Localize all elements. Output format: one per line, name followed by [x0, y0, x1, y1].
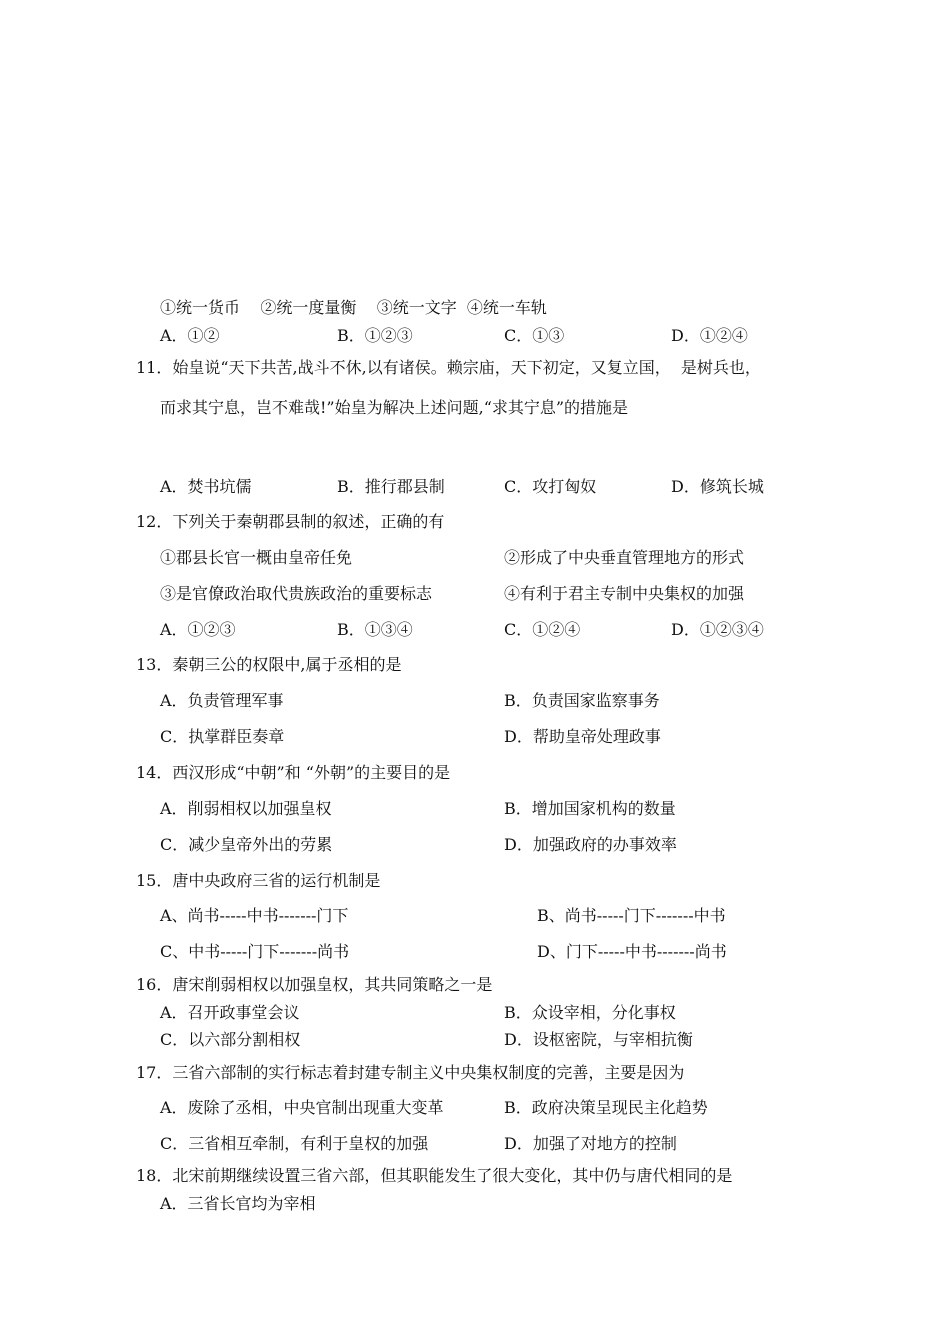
q13-stem: 13．秦朝三公的权限中,属于丞相的是 — [136, 655, 402, 674]
q14-stem: 14．西汉形成“中朝”和 “外朝”的主要目的是 — [136, 763, 451, 782]
q13-option-b: B．负责国家监察事务 — [504, 691, 660, 710]
q17-stem: 17．三省六部制的实行标志着封建专制主义中央集权制度的完善，主要是因为 — [136, 1063, 685, 1082]
q12-stem: 12．下列关于秦朝郡县制的叙述，正确的有 — [136, 512, 445, 531]
q11-stem-line2: 而求其宁息，岂不难哉!”始皇为解决上述问题,“求其宁息”的措施是 — [160, 398, 629, 417]
q15-stem: 15．唐中央政府三省的运行机制是 — [136, 871, 381, 890]
q16-option-b: B．众设宰相，分化事权 — [504, 1003, 676, 1022]
q14-option-d: D．加强政府的办事效率 — [504, 835, 677, 854]
q16-option-a: A．召开政事堂会议 — [160, 1003, 300, 1022]
q17-option-b: B．政府决策呈现民主化趋势 — [504, 1098, 708, 1117]
q15-option-a: A、尚书-----中书-------门下 — [160, 906, 349, 925]
q18-option-a: A．三省长官均为宰相 — [160, 1194, 316, 1213]
q14-option-b: B．增加国家机构的数量 — [504, 799, 676, 818]
q17-option-a: A．废除了丞相，中央官制出现重大变革 — [160, 1098, 444, 1117]
q16-option-d: D．设枢密院，与宰相抗衡 — [504, 1030, 693, 1049]
q15-option-b: B、尚书-----门下-------中书 — [537, 906, 726, 925]
q11-option-b: B．推行郡县制 — [337, 477, 445, 496]
q12-statement-1: ①郡县长官一概由皇帝任免 — [160, 548, 353, 567]
q13-option-c: C．执掌群臣奏章 — [160, 727, 285, 746]
q11-option-c: C．攻打匈奴 — [504, 477, 597, 496]
q15-option-c: C、中书-----门下-------尚书 — [160, 942, 350, 961]
q11-option-d: D．修筑长城 — [671, 477, 764, 496]
q12-option-d: D．①②③④ — [671, 620, 764, 639]
q17-option-d: D．加强了对地方的控制 — [504, 1134, 677, 1153]
q16-option-c: C．以六部分割相权 — [160, 1030, 301, 1049]
q14-option-a: A．削弱相权以加强皇权 — [160, 799, 332, 818]
q12-statement-3: ③是官僚政治取代贵族政治的重要标志 — [160, 584, 433, 603]
q13-option-a: A．负责管理军事 — [160, 691, 284, 710]
q13-option-d: D．帮助皇帝处理政事 — [504, 727, 661, 746]
q15-option-d: D、门下-----中书-------尚书 — [537, 942, 727, 961]
q14-option-c: C．减少皇帝外出的劳累 — [160, 835, 333, 854]
q10-option-d: D．①②④ — [671, 326, 748, 345]
q18-stem: 18．北宋前期继续设置三省六部，但其职能发生了很大变化，其中仍与唐代相同的是 — [136, 1166, 733, 1185]
q16-stem: 16．唐宋削弱相权以加强皇权，其共同策略之一是 — [136, 975, 493, 994]
q12-option-c: C．①②④ — [504, 620, 581, 639]
q11-stem-line1: 11．始皇说“天下共苦,战斗不休,以有诸侯。赖宗庙，天下初定，又复立国， 是树兵也， — [136, 358, 761, 377]
q10-option-a: A．①② — [160, 326, 220, 345]
q12-option-a: A．①②③ — [160, 620, 236, 639]
q10-option-c: C．①③ — [504, 326, 565, 345]
q10-option-b: B．①②③ — [337, 326, 413, 345]
q12-statement-4: ④有利于君主专制中央集权的加强 — [504, 584, 745, 603]
q11-option-a: A．焚书坑儒 — [160, 477, 252, 496]
q17-option-c: C．三省相互牵制，有利于皇权的加强 — [160, 1134, 429, 1153]
q12-statement-2: ②形成了中央垂直管理地方的形式 — [504, 548, 745, 567]
q12-option-b: B．①③④ — [337, 620, 413, 639]
q10-statements: ①统一货币 ②统一度量衡 ③统一文字 ④统一车轨 — [160, 298, 547, 317]
